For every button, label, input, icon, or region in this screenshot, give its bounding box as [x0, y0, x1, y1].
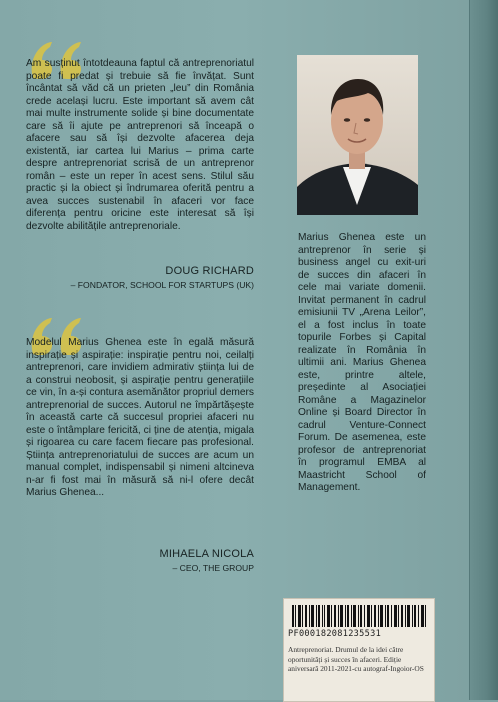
- quote-author: MIHAELA NICOLA: [159, 548, 254, 560]
- author-bio: [298, 232, 426, 495]
- quote-author-role: – FONDATOR, SCHOOL FOR STARTUPS (UK): [70, 280, 254, 290]
- quote-text: Am susținut întotdeauna faptul că antreprenoriatul poate fi predat și trebuie să fie învățat. Sunt încântat să văd că un prieten „leu” din România crede același lucru. Este important să avem cât mai multe instrumente solide și bine documentate care să îi ajute pe antreprenori să înceapă o afacere sau să își dezvolte afacerea deja existentă, iar cartea lui Marius – prima carte despre antreprenoriat scrisă de un antreprenor român – este un reper în acest sens. Stilul său practic și la obiect și îndrumarea oferită pentru a avea succes sustenabil în afaceri vor face diferența pentru oricine este interesat să își dezvolte abilitățile antreprenoriale.: [26, 58, 254, 232]
- quote-author: DOUG RICHARD: [165, 265, 254, 277]
- book-spine: [469, 0, 498, 700]
- barcode-description-text: Antreprenoriat. Drumul de la idei către oportunități și succes în afaceri. Ediție aniversară 2011-2021-cu autograf-Ingoior-OS: [288, 645, 424, 674]
- barcode-description: [288, 645, 430, 674]
- quote-text: Modelul Marius Ghenea este în egală măsură inspirație și aspirație: inspirație pentru noi, ceilalți antreprenori, care invidiem admirativ știința lui de a construi neobosit, și aspirație pentru generațiile ce vin, în a-și contura asemănător propriul demers antreprenorial de succes. Autorul ne împărtășește în această carte că succesul propriei afaceri nu este o întâmplare fericită, ci ține de atenția, migala și rigoarea cu care facem fiecare pas profesional. Știința antreprenoriatului de succes are acum un manual complet, indispensabil și nimeni altcineva n-ar fi fost mai în măsură să ni-l ofere decât Marius Ghenea...: [26, 337, 254, 498]
- author-bio-text: Marius Ghenea este un antreprenor în serie și business angel cu exit-uri de succes din afaceri în cele mai variate domenii. Invitat permanent în cadrul emisiunii TV „Arena Leilor”, el a fost inclus în toate topurile Forbes și Capital realizate în România în ultimii ani. Marius Ghenea este, printre altele, președinte al Asociației Române a Magazinelor Online și Board Director în cadrul Venture-Connect Forum. De asemenea, este profesor de antreprenoriat în programul EMBA al Maastricht School of Management.: [298, 232, 426, 493]
- quote-mihaela-nicola: [26, 337, 254, 500]
- barcode-number: PF000182081235531: [288, 629, 382, 639]
- quote-doug-richard: [26, 58, 254, 233]
- barcode-icon: [290, 605, 428, 627]
- quote-author-role: – CEO, THE GROUP: [172, 563, 254, 573]
- barcode-sticker: [283, 598, 435, 702]
- author-photo: [297, 55, 418, 215]
